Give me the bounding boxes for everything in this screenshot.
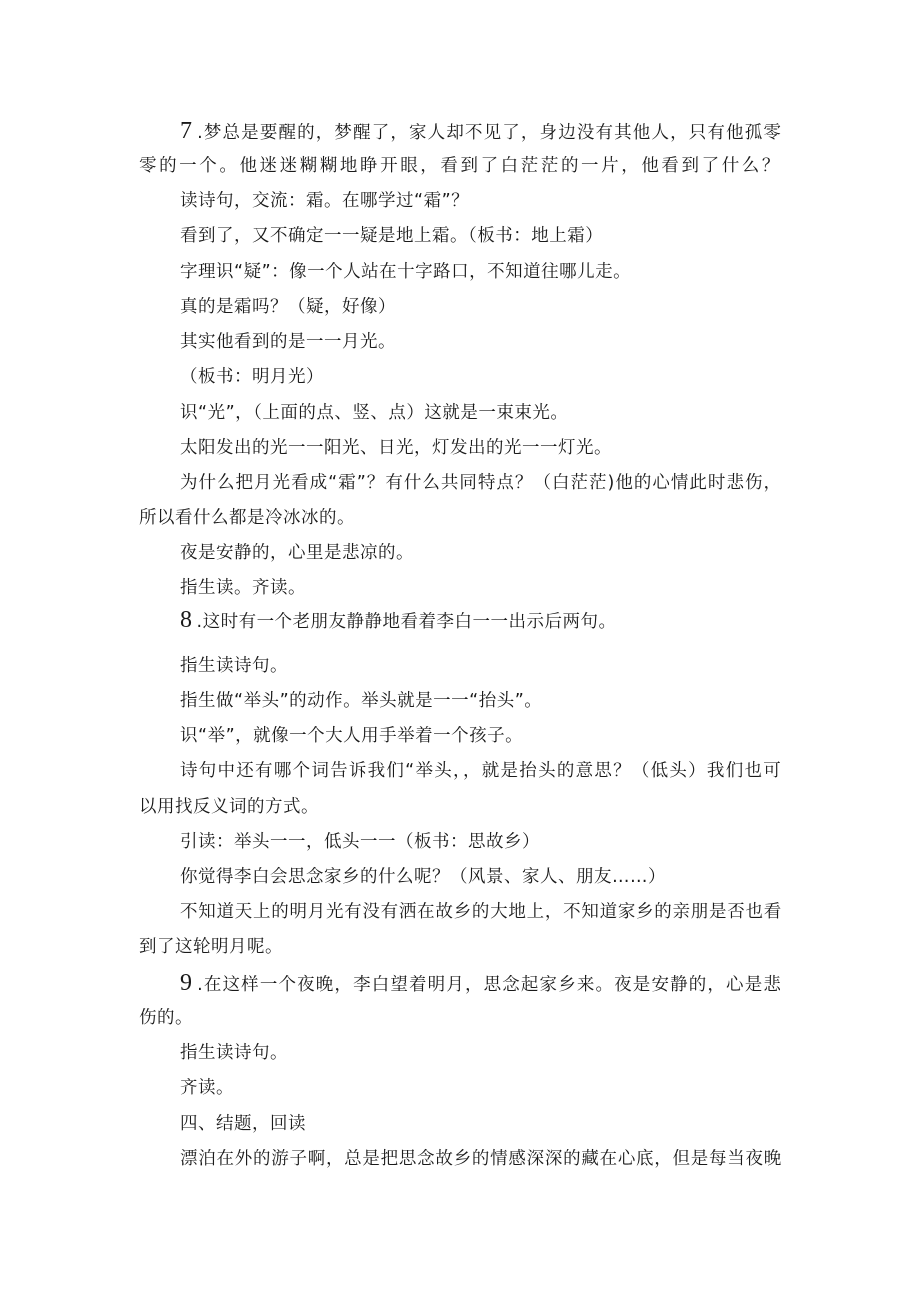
text-line — [180, 331, 396, 353]
line-text: 指生读诗句。 — [180, 656, 288, 676]
text-line — [180, 1148, 782, 1170]
line-text: .这时有一个老朋友静静地看着李白一一出示后两句。 — [196, 612, 617, 632]
text-line — [180, 577, 306, 599]
line-text: 四、结题，回读 — [180, 1114, 306, 1134]
text-line — [180, 366, 324, 388]
line-text: .梦总是要醒的，梦醒了，家人却不见了，身边没有其他人，只有他孤零 — [197, 123, 783, 143]
line-text: 识“光”，（上面的点、竖、点）这就是一束束光。 — [180, 403, 569, 423]
line-text: 其实他看到的是一一月光。 — [180, 332, 396, 352]
line-text: 读诗句，交流：霜。在哪学过“霜”？ — [180, 191, 470, 211]
line-text: 指生读诗句。 — [180, 1043, 288, 1063]
text-line — [139, 936, 283, 958]
line-text: 到了这轮明月呢。 — [139, 937, 283, 957]
line-text: 看到了，又不确定一一疑是地上霜。（板书：地上霜） — [180, 226, 604, 246]
text-line — [139, 796, 319, 818]
line-text: 识“举”，就像一个大人用手举着一个孩子。 — [180, 726, 524, 746]
text-line — [180, 690, 542, 712]
text-line — [180, 190, 469, 212]
line-text: （板书：明月光） — [180, 367, 324, 387]
line-text: 以用找反义词的方式。 — [139, 797, 319, 817]
text-line — [180, 225, 603, 247]
text-line — [180, 831, 540, 853]
text-line — [139, 507, 355, 529]
line-text: 你觉得李白会思念家乡的什么呢？（风景、家人、朋友……） — [180, 867, 666, 887]
line-text: 太阳发出的光一一阳光、日光，灯发出的光一一灯光。 — [180, 438, 612, 458]
text-line — [180, 1042, 288, 1064]
text-line — [180, 542, 414, 564]
line-text: 不知道天上的明月光有没有洒在故乡的大地上，不知道家乡的亲朋是否也看 — [180, 902, 782, 922]
text-line — [180, 901, 782, 923]
text-line — [180, 437, 612, 459]
text-line — [180, 402, 568, 424]
text-line — [180, 120, 782, 144]
line-text: 伤的。 — [139, 1008, 193, 1028]
line-text: 字理识“疑”：像一个人站在十字路口，不知道往哪儿走。 — [180, 262, 632, 282]
line-text: 零的一个。他迷迷糊糊地睁开眼，看到了白茫茫的一片，他看到了什么？ — [139, 156, 782, 176]
line-text: .在这样一个夜晚，李白望着明月，思念起家乡来。夜是安静的，心是悲 — [197, 975, 783, 995]
line-text: 为什么把月光看成“霜”？有什么共同特点？（白茫茫)他的心情此时悲伤， — [180, 473, 782, 493]
line-text: 漂泊在外的游子啊，总是把思念故乡的情感深深的藏在心底，但是每当夜晚 — [180, 1149, 782, 1169]
line-text: 引读：举头一一，低头一一（板书：思故乡） — [180, 832, 540, 852]
text-line — [180, 261, 631, 283]
list-number: 7 — [180, 118, 194, 144]
line-text: 指生读。齐读。 — [180, 578, 306, 598]
text-line — [180, 1077, 234, 1099]
text-line — [180, 866, 666, 888]
text-line — [139, 1007, 193, 1029]
line-text: 诗句中还有哪个词告诉我们“举头，，就是抬头的意思？（低头）我们也可 — [180, 761, 782, 781]
line-text: 真的是霜吗？（疑，好像） — [180, 297, 396, 317]
list-number: 9 — [180, 970, 194, 996]
text-line — [180, 972, 782, 996]
text-line — [139, 155, 782, 177]
line-text: 指生做“举头”的动作。举头就是一一“抬头”。 — [180, 691, 543, 711]
text-line — [180, 472, 782, 494]
text-line — [180, 725, 523, 747]
text-line — [180, 655, 288, 677]
line-text: 齐读。 — [180, 1078, 234, 1098]
text-line — [180, 1113, 306, 1135]
line-text: 夜是安静的，心里是悲凉的。 — [180, 543, 414, 563]
line-text: 所以看什么都是冷冰冰的。 — [139, 508, 355, 528]
text-line — [180, 760, 782, 782]
text-line — [180, 609, 617, 633]
list-number: 8 — [180, 607, 193, 633]
text-line — [180, 296, 396, 318]
